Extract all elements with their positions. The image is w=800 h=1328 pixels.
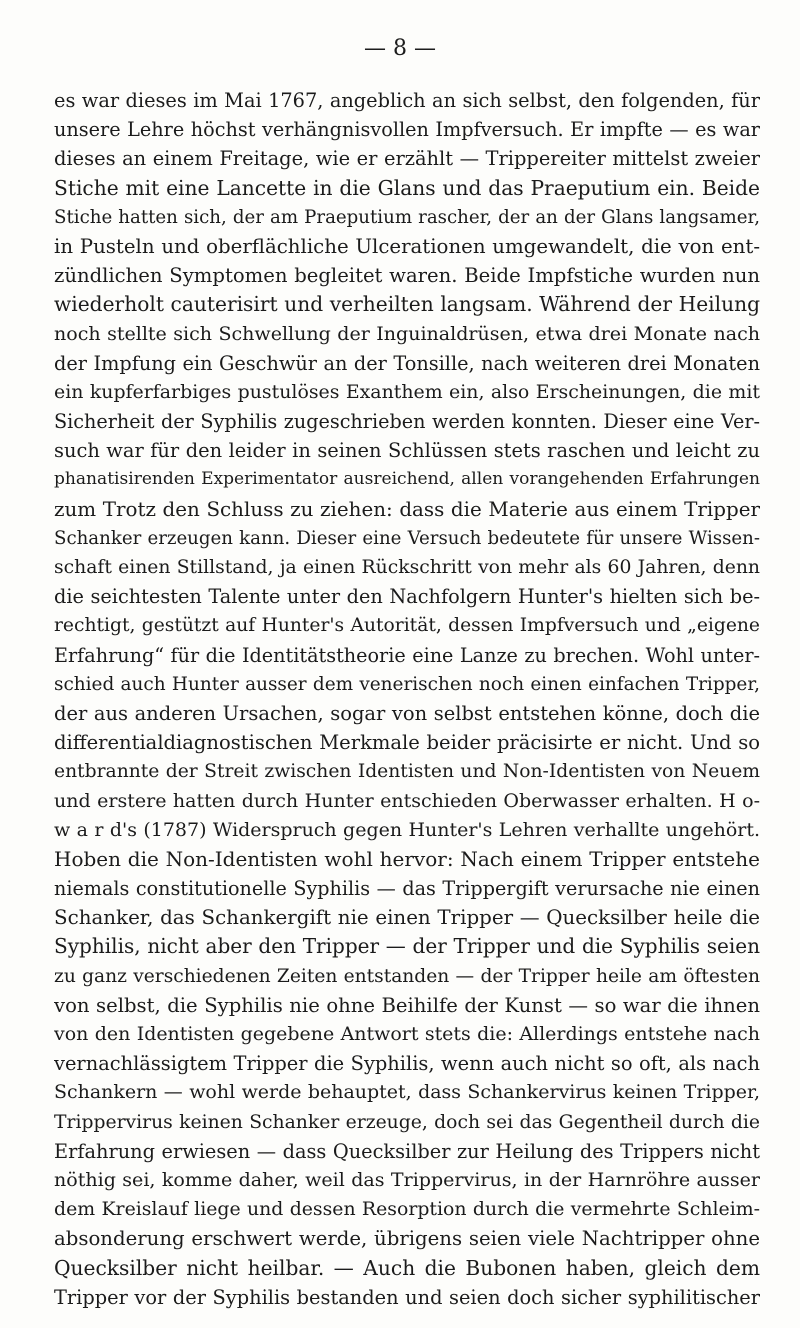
text-line: rechtigt, gestützt auf Hunter's Autorität, dessen Impfversuch und „eigene	[54, 615, 760, 637]
text-line: Schanker erzeugen kann. Dieser eine Versuch bedeutete für unsere Wissen-	[54, 527, 760, 549]
page-number: — 8 —	[364, 36, 436, 61]
text-line: niemals constitutionelle Syphilis — das Trippergift verursache nie einen	[54, 877, 760, 901]
text-line: der aus anderen Ursachen, sogar von selbst entstehen könne, doch die	[54, 701, 760, 725]
text-line: Stiche mit eine Lancette in die Glans und das Praeputium ein. Beide	[54, 175, 760, 200]
text-line: dieses an einem Freitage, wie er erzählt — Trippereiter mittelst zweier	[54, 147, 760, 171]
text-line: Erfahrung“ für die Identitätstheorie eine Lanze zu brechen. Wohl unter-	[54, 643, 760, 667]
text-line: w a r d's (1787) Widerspruch gegen Hunter's Lehren verhallte ungehört.	[54, 818, 760, 841]
text-line: Trippervirus keinen Schanker erzeuge, doch sei das Gegentheil durch die	[54, 1111, 760, 1133]
text-line: absonderung erschwert werde, übrigens seien viele Nachtripper ohne	[54, 1227, 760, 1251]
text-line: zündlichen Symptomen begleitet waren. Beide Impfstiche wurden nun	[54, 264, 760, 288]
text-line: der Impfung ein Geschwür an der Tonsille, nach weiteren drei Monaten	[54, 351, 760, 375]
text-line: Schanker, das Schankergift nie einen Tripper — Quecksilber heile die	[54, 906, 760, 930]
text-line: vernachlässigtem Tripper die Syphilis, wenn auch nicht so oft, als nach	[54, 1052, 760, 1076]
text-line: unsere Lehre höchst verhängnisvollen Impfversuch. Er impfte — es war	[54, 118, 760, 142]
text-line: zum Trotz den Schluss zu ziehen: dass die Materie aus einem Tripper	[54, 497, 760, 521]
text-line: such war für den leider in seinen Schlüssen stets raschen und leicht zu	[54, 439, 760, 463]
text-line: Erfahrung erwiesen — dass Quecksilber zur Heilung des Trippers nicht	[54, 1139, 760, 1163]
text-line: ein kupferfarbiges pustulöses Exanthem ein, also Erscheinungen, die mit	[54, 380, 760, 403]
text-line: von den Identisten gegebene Antwort stets die: Allerdings entstehe nach	[54, 1023, 760, 1045]
text-line: Hoben die Non-Identisten wohl hervor: Nach einem Tripper entstehe	[54, 846, 760, 871]
text-line: Schankern — wohl werde behauptet, dass Schankervirus keinen Tripper,	[54, 1081, 760, 1104]
text-line: nöthig sei, komme daher, weil das Trippervirus, in der Harnröhre ausser	[54, 1168, 760, 1191]
text-line: Syphilis, nicht aber den Tripper — der Tripper und die Syphilis seien	[54, 934, 760, 959]
text-line: noch stellte sich Schwellung der Inguinaldrüsen, etwa drei Monate nach	[54, 322, 760, 345]
text-line: Tripper vor der Syphilis bestanden und seien doch sicher syphilitischer	[54, 1285, 760, 1309]
text-line: schied auch Hunter ausser dem venerischen noch einen einfachen Tripper,	[54, 673, 760, 695]
text-line: von selbst, die Syphilis nie ohne Beihilfe der Kunst — so war die ihnen	[54, 993, 760, 1017]
text-line: differentialdiagnostischen Merkmale beider präcisirte er nicht. Und so	[54, 731, 760, 755]
text-line: schaft einen Stillstand, ja einen Rückschritt von mehr als 60 Jahren, denn	[54, 557, 760, 578]
text-line: dem Kreislauf liege und dessen Resorption durch die vermehrte Schleim-	[54, 1198, 760, 1221]
body-text	[54, 86, 760, 1312]
text-line: es war dieses im Mai 1767, angeblich an sich selbst, den folgenden, für	[54, 89, 760, 112]
text-line: phanatisirenden Experimentator ausreichend, allen vorangehenden Erfahrungen	[54, 469, 760, 490]
text-line: und erstere hatten durch Hunter entschieden Oberwasser erhalten. H o-	[54, 789, 760, 812]
text-line: zu ganz verschiedenen Zeiten entstanden — der Tripper heile am öftesten	[54, 965, 760, 987]
text-line: entbrannte der Streit zwischen Identisten und Non-Identisten von Neuem	[54, 761, 760, 783]
text-line: in Pusteln und oberflächliche Ulcerationen umgewandelt, die von ent-	[54, 234, 760, 258]
text-line: Quecksilber nicht heilbar. — Auch die Bubonen haben, gleich dem	[54, 1255, 760, 1280]
text-line: Sicherheit der Syphilis zugeschrieben werden konnten. Dieser eine Ver-	[54, 410, 760, 434]
text-line: wiederholt cauterisirt und verheilten langsam. Während der Heilung	[54, 292, 760, 317]
text-line: Stiche hatten sich, der am Praeputium rascher, der an der Glans langsamer,	[54, 206, 760, 228]
text-line: die seichtesten Talente unter den Nachfolgern Hunter's hielten sich be-	[54, 585, 760, 609]
